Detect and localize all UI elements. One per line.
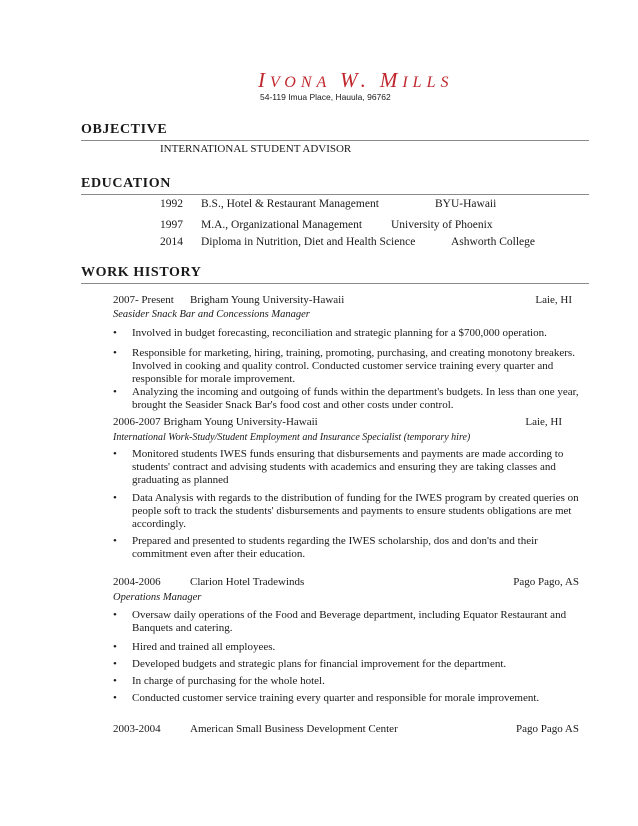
name-last-initial: M [379,68,403,92]
edu-degree: M.A., Organizational Management [201,219,363,231]
list-item: • Responsible for marketing, hiring, training, promoting, purchasing, and creating monotony breakers. Involved in cooking and quality control. Conducted customer service training every quarter and responsible for morale improvement. [113,347,575,386]
name-last-rest: ILLS [402,74,454,91]
edu-school: Ashworth College [451,236,536,248]
education-heading: EDUCATION [81,176,171,191]
job-employer: Clarion Hotel Tradewinds [190,576,305,588]
list-item: • Prepared and presented to students regarding the IWES scholarship, dos and don'ts and their commitment even after their education. [113,535,538,561]
job-title: International Work-Study/Student Employment and Insurance Specialist (temporary hire) [113,432,471,443]
job-location: Laie, HI [535,294,572,306]
edu-year: 1992 [160,198,183,210]
list-item: • Involved in budget forecasting, reconciliation and strategic planning for a $700,000 operation. [113,327,547,339]
objective-text: INTERNATIONAL STUDENT ADVISOR [160,143,352,155]
bullet-icon: • [113,675,117,687]
name-middle: W. [340,68,371,92]
name-first-rest: VONA [270,74,332,91]
job-dates: 2003-2004 [113,723,161,735]
address: 54-119 Imua Place, Hauula, 96762 [260,92,391,102]
bullet-icon: • [113,692,117,704]
job-dates: 2004-2006 [113,576,161,588]
education-divider [81,194,589,195]
resume-name [258,68,453,93]
bullet-icon: • [113,347,117,359]
name-first-initial: I [258,68,270,92]
list-item: • Conducted customer service training every quarter and responsible for morale improvement. [113,692,540,704]
work-history-divider [81,283,589,284]
edu-year: 2014 [160,236,183,248]
list-item: • Oversaw daily operations of the Food and Beverage department, including Equator Restaurant and Banquets and catering. [113,609,567,635]
bullet-icon: • [113,327,117,339]
list-item: • Analyzing the incoming and outgoing of funds within the department's budgets. In less than one year, brought the Seasider Snack Bar's food cost and other costs under control. [113,386,579,412]
job-location: Pago Pago AS [516,723,579,735]
bullet-icon: • [113,386,117,398]
edu-degree: B.S., Hotel & Restaurant Management [201,198,379,210]
job-employer: Brigham Young University-Hawaii [190,294,345,306]
job-dates-employer: 2006-2007 Brigham Young University-Hawaii [113,416,318,428]
list-item: • In charge of purchasing for the whole hotel. [113,675,325,687]
objective-divider [81,140,589,141]
job-location: Laie, HI [525,416,562,428]
list-item: • Monitored students IWES funds ensuring that disbursements and payments are made according to students' contract and advising students with academics and ensuring they are taking classes and graduating as planned [113,448,564,487]
list-item: • Data Analysis with regards to the distribution of funding for the IWES program by created queries on people soft to track the students' disbursements and payments to ensure students obligations are met accordingly. [113,492,579,531]
work-history-heading: WORK HISTORY [81,265,202,280]
bullet-icon: • [113,658,117,670]
edu-year: 1997 [160,219,183,231]
edu-school: University of Phoenix [391,219,493,231]
bullet-icon: • [113,535,117,547]
list-item: • Developed budgets and strategic plans for financial improvement for the department. [113,658,507,670]
job-dates: 2007- Present [113,294,174,306]
bullet-icon: • [113,492,117,504]
bullet-icon: • [113,641,117,653]
job-title: Seasider Snack Bar and Concessions Manager [113,309,310,320]
bullet-icon: • [113,448,117,460]
edu-school: BYU-Hawaii [435,198,497,210]
job-employer: American Small Business Development Center [190,723,398,735]
list-item: • Hired and trained all employees. [113,641,276,653]
edu-degree: Diploma in Nutrition, Diet and Health Science [201,236,416,248]
job-location: Pago Pago, AS [513,576,579,588]
bullet-icon: • [113,609,117,621]
objective-heading: OBJECTIVE [81,122,168,137]
job-title: Operations Manager [113,592,202,603]
